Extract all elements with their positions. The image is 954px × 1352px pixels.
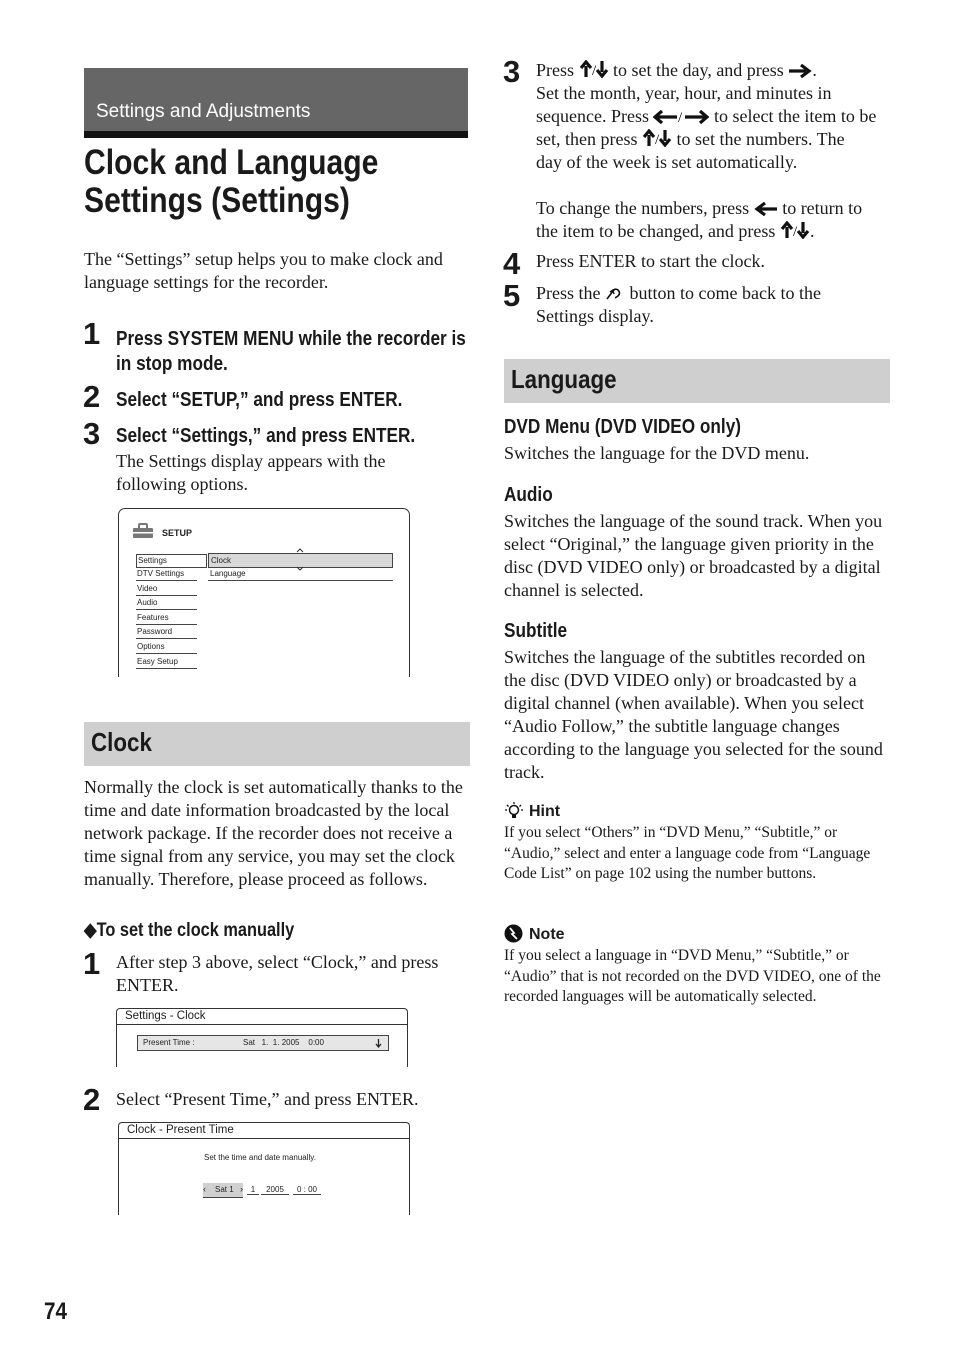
up-down-arrow-icon [642, 129, 672, 147]
toolbox-icon [132, 523, 154, 539]
menu-item-dtv-settings[interactable]: DTV Settings [136, 568, 197, 581]
step-3-subtext: The Settings display appears with the following options. [116, 451, 386, 494]
option-language[interactable]: Language [208, 568, 393, 581]
s3-text-c: . [812, 60, 817, 80]
day-field[interactable] [203, 1183, 243, 1198]
audio-text: Switches the language of the sound track. When you select “Original,” the language given priority in the disc (DVD VIDEO only) or broadcasted by a digital channel is selected. [504, 511, 883, 600]
page-title-line2: Settings (Settings) [84, 181, 350, 220]
scroll-up-icon [296, 548, 304, 553]
s3-line5: day of the week is set automatically. [536, 152, 798, 172]
return-icon [605, 287, 625, 301]
day-value: Sat 1 [215, 1185, 234, 1194]
right-arrow-icon [788, 64, 812, 78]
up-down-arrow-icon [780, 221, 810, 239]
scroll-down-icon [296, 566, 304, 571]
chevron-left-icon: ‹ [203, 1184, 206, 1194]
right-step-3-text [536, 59, 888, 243]
language-section-title: Language [511, 364, 617, 394]
step-number-2: 2 [83, 379, 101, 414]
note-icon [504, 924, 523, 943]
menu-item-video[interactable]: Video [136, 583, 197, 596]
step-2-text: Select “SETUP,” and press ENTER. [116, 389, 403, 411]
svg-text:/: / [792, 224, 798, 239]
hint-text: If you select “Others” in “DVD Menu,” “Subtitle,” or “Audio,” select and enter a language code from “Language Code List” on page 102 using the number buttons. [504, 824, 871, 882]
s3-line2: Set the month, year, hour, and minutes in [536, 83, 832, 103]
clock-step-number-1: 1 [83, 946, 101, 981]
section-header-bar [84, 68, 468, 138]
clock-screen [116, 1008, 408, 1067]
clock-step-1-text: After step 3 above, select “Clock,” and press ENTER. [116, 952, 439, 995]
present-time-row[interactable] [137, 1035, 389, 1051]
subtitle-heading: Subtitle [504, 620, 568, 642]
step-1-line1: Press SYSTEM MENU while the recorder is [116, 328, 466, 350]
clock-section-title: Clock [91, 727, 152, 757]
clock-section-bar [84, 722, 470, 766]
audio-heading: Audio [504, 484, 553, 506]
s5-text-a: Press the [536, 283, 601, 303]
dvd-menu-heading: DVD Menu (DVD VIDEO only) [504, 416, 741, 438]
s3-line3a: sequence. Press [536, 106, 649, 126]
svg-text:/: / [678, 110, 683, 124]
option-clock[interactable]: Clock [208, 553, 393, 568]
clock-manual-heading: ◆To set the clock manually [84, 920, 295, 941]
present-time-value: Sat 1. 1. 2005 0:00 [243, 1038, 324, 1047]
intro-paragraph: The “Settings” setup helps you to make clock and language settings for the recorder. [84, 249, 443, 292]
left-arrow-icon [754, 202, 778, 216]
setup-screen-title: SETUP [162, 528, 193, 538]
menu-item-features[interactable]: Features [136, 612, 197, 625]
down-arrow-icon [375, 1039, 382, 1048]
step-number-1: 1 [83, 316, 101, 351]
present-time-label: Present Time : [143, 1038, 195, 1047]
right-step-number-5: 5 [503, 278, 521, 313]
s5-line2: Settings display. [536, 306, 654, 326]
s3-p2-line1a: To change the numbers, press [536, 198, 750, 218]
month-field[interactable]: 1 [247, 1185, 259, 1195]
year-field[interactable]: 2005 [261, 1185, 289, 1195]
s3-p2-line1b: to return to [782, 198, 863, 218]
lightbulb-icon [504, 801, 524, 821]
svg-text:/: / [591, 63, 596, 78]
clock-step-2-text: Select “Present Time,” and press ENTER. [116, 1089, 419, 1109]
right-step-number-3: 3 [503, 54, 521, 89]
page-title-line1: Clock and Language [84, 143, 379, 182]
time-field[interactable]: 0 : 00 [293, 1185, 321, 1195]
present-time-hint: Set the time and date manually. [204, 1153, 316, 1162]
up-down-arrow-icon [579, 60, 609, 78]
chevron-right-icon: › [240, 1184, 243, 1194]
menu-item-settings[interactable]: Settings [136, 554, 207, 568]
menu-item-easy-setup[interactable]: Easy Setup [136, 656, 197, 669]
section-header-label: Settings and Adjustments [96, 101, 311, 122]
language-section-bar [504, 359, 890, 403]
right-step-number-4: 4 [503, 246, 521, 281]
s3-p2-line2b: . [809, 221, 815, 241]
subtitle-text: Switches the language of the subtitles recorded on the disc (DVD VIDEO only) or broadcasted by a digital channel (when available). When you select “Audio Follow,” the subtitle language changes according to the language you selected for the sound track. [504, 647, 883, 782]
menu-item-password[interactable]: Password [136, 626, 197, 639]
note-label: Note [529, 926, 565, 943]
dvd-menu-text: Switches the language for the DVD menu. [504, 443, 810, 463]
s5-text-b: button to come back to the [629, 283, 821, 303]
hint-label: Hint [529, 803, 561, 820]
present-time-screen [118, 1122, 410, 1215]
present-time-screen-title: Clock - Present Time [127, 1124, 234, 1136]
menu-item-audio[interactable]: Audio [136, 597, 197, 610]
clock-paragraph: Normally the clock is set automatically thanks to the time and date information broadcasted by the local network package. If the recorder does not receive a time signal from any service, you may set the clock manually. Therefore, please proceed as follows. [84, 777, 463, 889]
step-number-3: 3 [83, 416, 101, 451]
s3-text-a: Press [536, 60, 575, 80]
note-text: If you select a language in “DVD Menu,” “Subtitle,” or “Audio” that is not recorded on the DVD VIDEO, one of the recorded languages will be automatically selected. [504, 947, 881, 1005]
s3-line4b: to set the numbers. The [676, 129, 845, 149]
right-step-5-text [536, 282, 888, 328]
s3-text-b: to set the day, and press [613, 60, 784, 80]
s3-p2-line2a: the item to be changed, and press [536, 221, 776, 241]
step-1-line2: in stop mode. [116, 353, 228, 375]
svg-text:/: / [654, 132, 660, 147]
clock-step-number-2: 2 [83, 1082, 101, 1117]
page-number: 74 [44, 1298, 67, 1325]
page-title [84, 144, 378, 220]
step-3-text: Select “Settings,” and press ENTER. [116, 425, 416, 447]
right-step-4-text: Press ENTER to start the clock. [536, 251, 765, 271]
menu-item-options[interactable]: Options [136, 641, 197, 654]
left-right-arrow-icon [653, 110, 709, 124]
step-1-text [116, 327, 466, 377]
clock-screen-title: Settings - Clock [125, 1010, 206, 1022]
s3-line3b: to select the item to be [713, 106, 877, 126]
s3-line4a: set, then press [536, 129, 638, 149]
setup-screen [118, 508, 410, 677]
